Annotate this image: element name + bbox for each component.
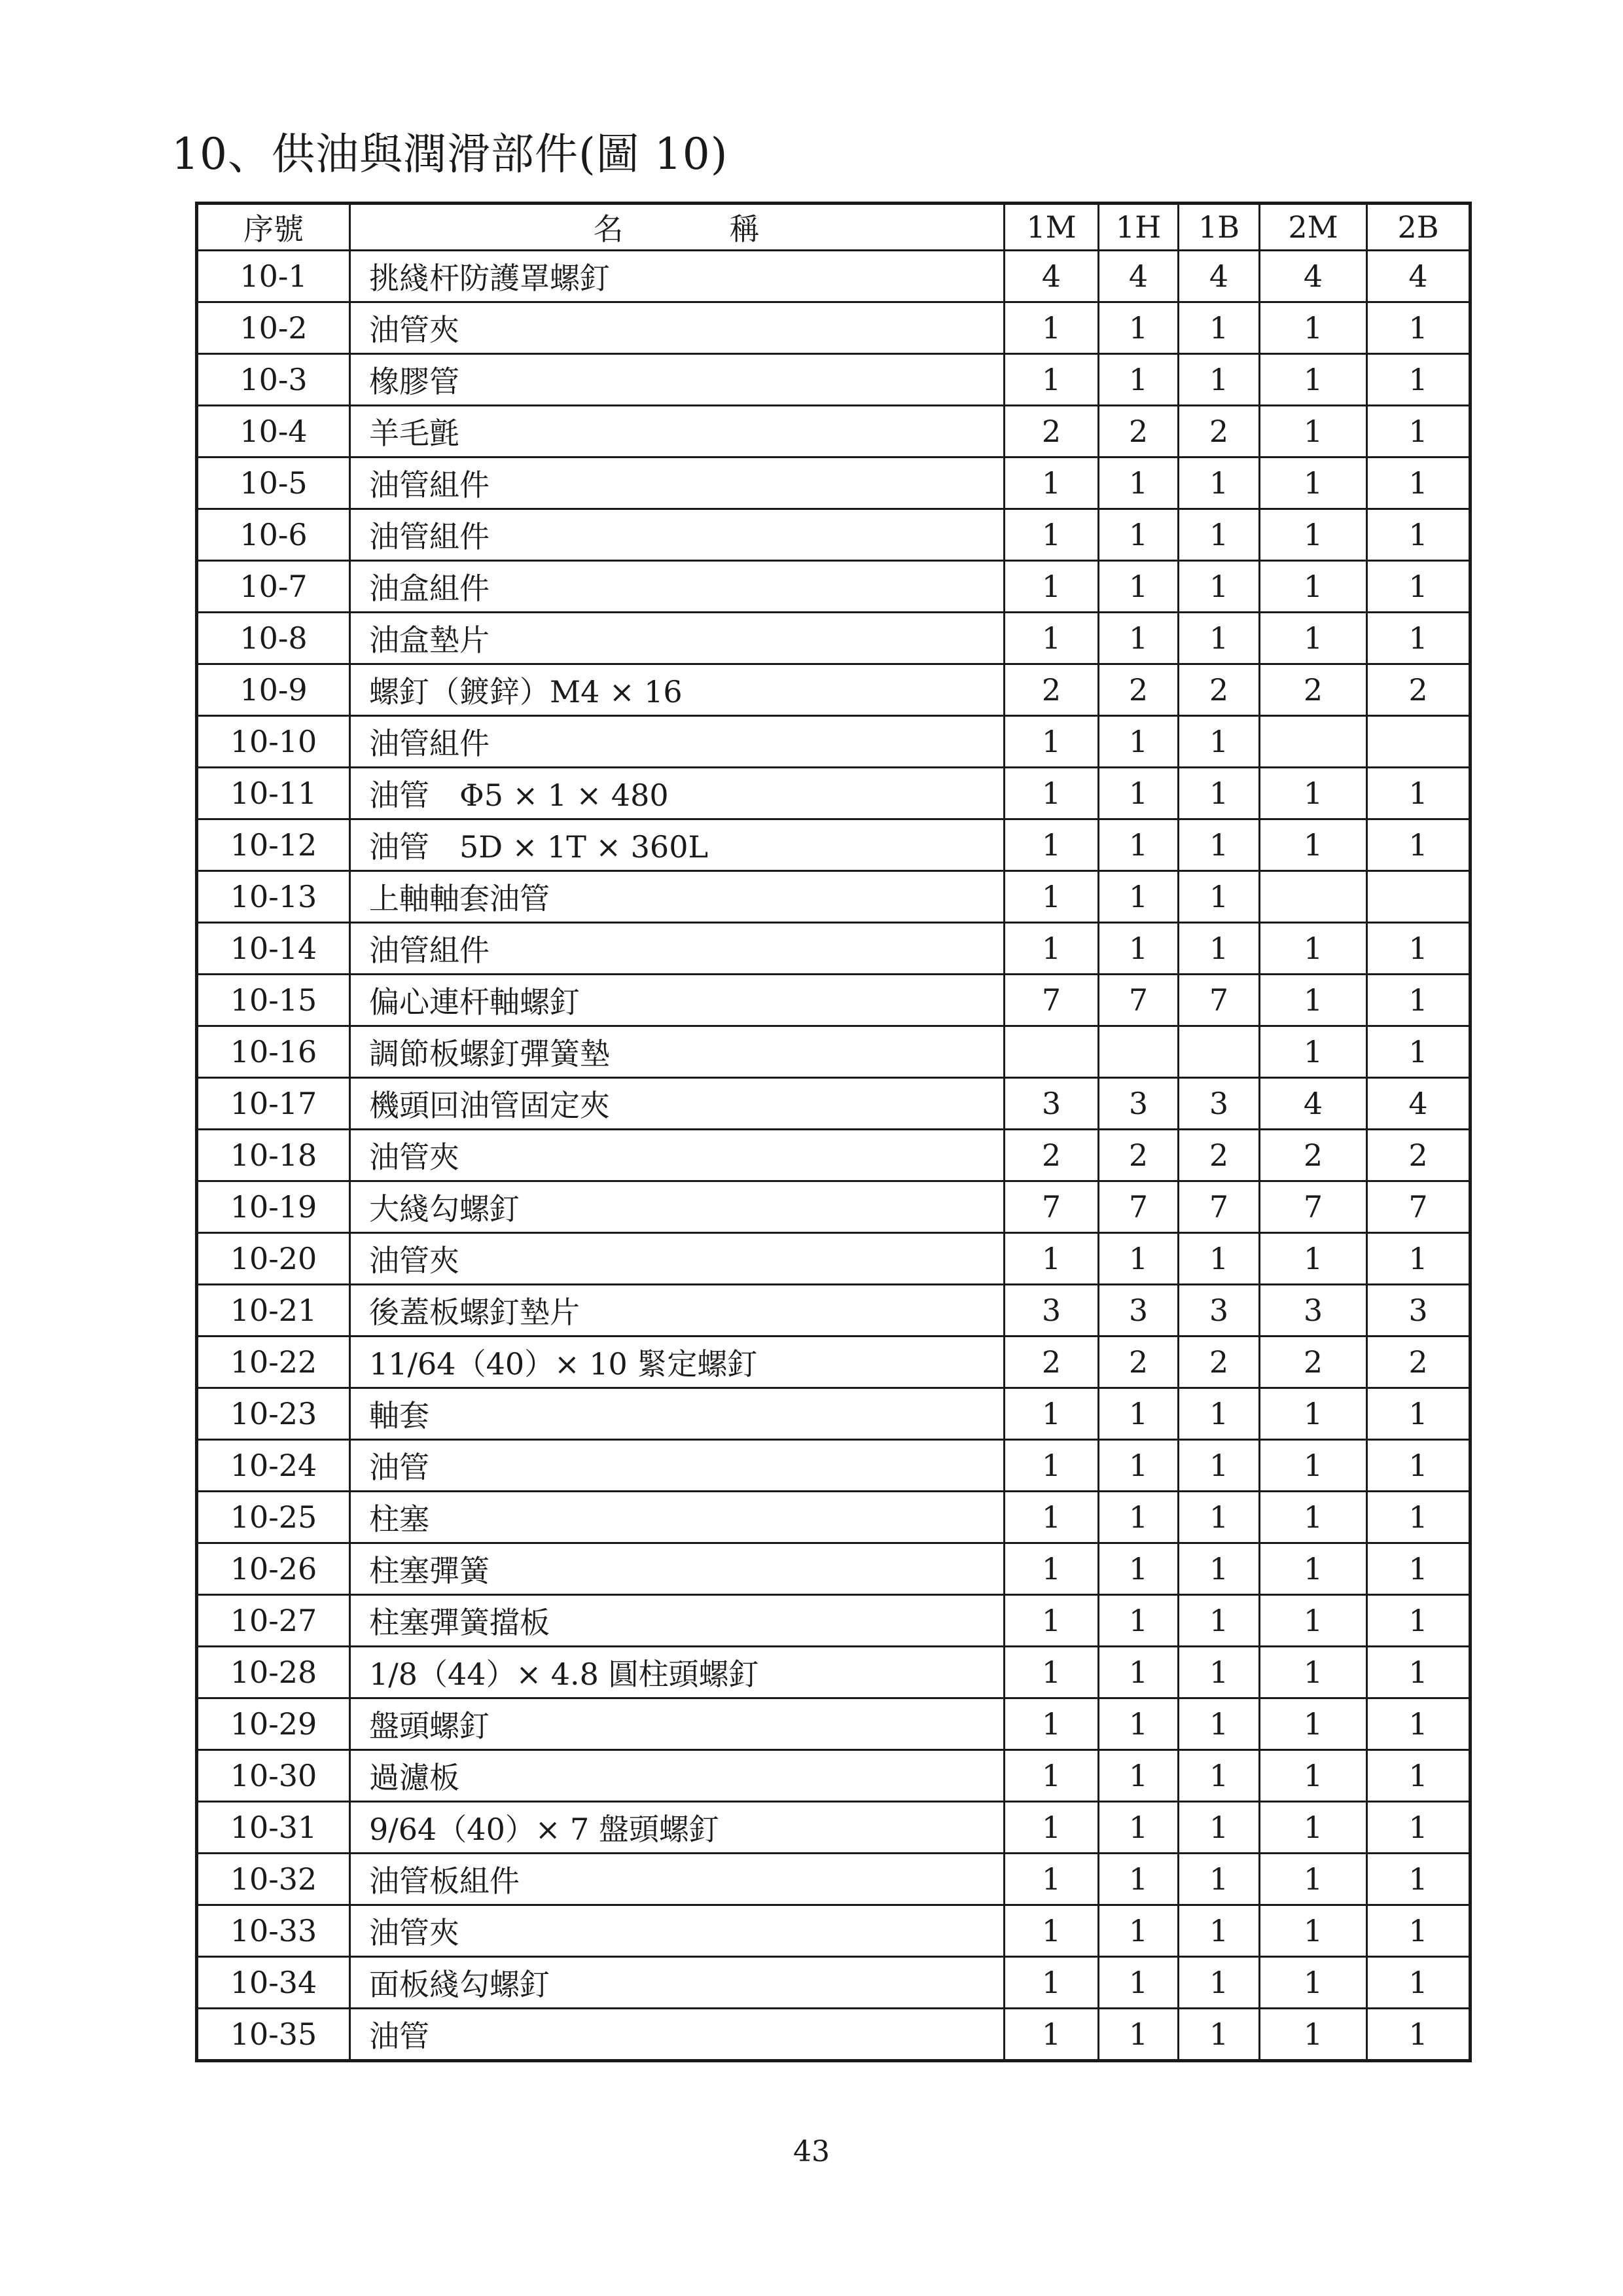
qty-2b: 1 — [1367, 561, 1471, 613]
qty-1b: 1 — [1179, 1388, 1260, 1440]
row-number: 10-11 — [197, 768, 350, 819]
part-name: 油管組件 — [350, 509, 1005, 561]
qty-2b: 2 — [1367, 664, 1471, 716]
row-number: 10-13 — [197, 871, 350, 923]
table-row — [197, 871, 1471, 923]
table-row — [197, 1854, 1471, 1905]
qty-1h: 1 — [1099, 1647, 1179, 1698]
qty-1m: 1 — [1005, 768, 1099, 819]
table-row — [197, 1181, 1471, 1233]
row-number: 10-8 — [197, 613, 350, 664]
part-name: 過濾板 — [350, 1750, 1005, 1802]
qty-1h: 1 — [1099, 1440, 1179, 1492]
qty-1b: 1 — [1179, 1440, 1260, 1492]
qty-1b: 1 — [1179, 1905, 1260, 1957]
table-row — [197, 613, 1471, 664]
qty-1h: 1 — [1099, 819, 1179, 871]
qty-2m: 4 — [1260, 1078, 1367, 1130]
qty-2m: 1 — [1260, 1647, 1367, 1698]
qty-2b — [1367, 716, 1471, 768]
qty-1b: 7 — [1179, 975, 1260, 1026]
part-name: 9/64（40）× 7 盤頭螺釘 — [350, 1802, 1005, 1854]
row-number: 10-12 — [197, 819, 350, 871]
column-header-1m: 1M — [1005, 204, 1099, 251]
qty-2b: 1 — [1367, 1492, 1471, 1543]
qty-1b: 1 — [1179, 1854, 1260, 1905]
qty-2m: 1 — [1260, 1388, 1367, 1440]
table-row — [197, 1492, 1471, 1543]
qty-2m: 1 — [1260, 1698, 1367, 1750]
row-number: 10-27 — [197, 1595, 350, 1647]
column-header-name-left: 名 — [593, 211, 625, 247]
qty-2m: 1 — [1260, 1957, 1367, 2009]
table-row — [197, 716, 1471, 768]
qty-1m: 7 — [1005, 975, 1099, 1026]
part-name: 盤頭螺釘 — [350, 1698, 1005, 1750]
qty-1m: 1 — [1005, 509, 1099, 561]
qty-1b: 2 — [1179, 664, 1260, 716]
qty-2b: 1 — [1367, 1026, 1471, 1078]
qty-1b: 4 — [1179, 251, 1260, 302]
qty-2b: 4 — [1367, 1078, 1471, 1130]
qty-2b: 2 — [1367, 1130, 1471, 1181]
table-row — [197, 975, 1471, 1026]
part-name: 柱塞彈簧 — [350, 1543, 1005, 1595]
qty-2m: 2 — [1260, 1130, 1367, 1181]
table-row — [197, 1957, 1471, 2009]
row-number: 10-2 — [197, 302, 350, 354]
qty-1b — [1179, 1026, 1260, 1078]
qty-2b: 1 — [1367, 1905, 1471, 1957]
qty-1m: 1 — [1005, 613, 1099, 664]
qty-1b: 2 — [1179, 1336, 1260, 1388]
qty-1m: 1 — [1005, 354, 1099, 406]
qty-1h: 1 — [1099, 1595, 1179, 1647]
qty-2m: 1 — [1260, 354, 1367, 406]
qty-1b: 1 — [1179, 1957, 1260, 2009]
column-header-name — [350, 204, 1005, 251]
table-row — [197, 1130, 1471, 1181]
qty-2m: 1 — [1260, 1543, 1367, 1595]
qty-1b: 1 — [1179, 561, 1260, 613]
qty-2b: 1 — [1367, 1957, 1471, 2009]
qty-1h: 2 — [1099, 1130, 1179, 1181]
qty-1m: 1 — [1005, 1595, 1099, 1647]
qty-1m: 1 — [1005, 1647, 1099, 1698]
qty-2m: 1 — [1260, 561, 1367, 613]
column-header-2b: 2B — [1367, 204, 1471, 251]
row-number: 10-35 — [197, 2009, 350, 2061]
qty-1m: 1 — [1005, 1233, 1099, 1285]
part-name: 油管板組件 — [350, 1854, 1005, 1905]
table-row — [197, 1595, 1471, 1647]
qty-1h: 2 — [1099, 664, 1179, 716]
qty-1m: 1 — [1005, 1388, 1099, 1440]
part-name: 柱塞彈簧擋板 — [350, 1595, 1005, 1647]
qty-2b: 1 — [1367, 1595, 1471, 1647]
qty-1m: 1 — [1005, 1905, 1099, 1957]
qty-2m: 1 — [1260, 1854, 1367, 1905]
row-number: 10-22 — [197, 1336, 350, 1388]
qty-2b: 1 — [1367, 1854, 1471, 1905]
qty-1h: 1 — [1099, 302, 1179, 354]
table-row — [197, 1802, 1471, 1854]
qty-1h: 1 — [1099, 1233, 1179, 1285]
row-number: 10-16 — [197, 1026, 350, 1078]
part-name: 油管夾 — [350, 1130, 1005, 1181]
qty-1b: 1 — [1179, 1698, 1260, 1750]
qty-1b: 1 — [1179, 1802, 1260, 1854]
qty-1m: 1 — [1005, 1802, 1099, 1854]
qty-1h: 1 — [1099, 1543, 1179, 1595]
table-body — [197, 251, 1471, 2061]
part-name: 1/8（44）× 4.8 圓柱頭螺釘 — [350, 1647, 1005, 1698]
table-row — [197, 664, 1471, 716]
row-number: 10-15 — [197, 975, 350, 1026]
qty-2b: 1 — [1367, 819, 1471, 871]
qty-1b: 1 — [1179, 302, 1260, 354]
part-name: 橡膠管 — [350, 354, 1005, 406]
part-name: 油管夾 — [350, 1905, 1005, 1957]
table-row — [197, 1388, 1471, 1440]
table-row — [197, 406, 1471, 457]
row-number: 10-33 — [197, 1905, 350, 1957]
row-number: 10-30 — [197, 1750, 350, 1802]
row-number: 10-10 — [197, 716, 350, 768]
qty-1b: 1 — [1179, 1647, 1260, 1698]
qty-1b: 3 — [1179, 1078, 1260, 1130]
table-row — [197, 561, 1471, 613]
table-row — [197, 923, 1471, 975]
row-number: 10-7 — [197, 561, 350, 613]
qty-1b: 1 — [1179, 1543, 1260, 1595]
qty-2m: 1 — [1260, 768, 1367, 819]
qty-1h: 1 — [1099, 1750, 1179, 1802]
qty-1b: 1 — [1179, 509, 1260, 561]
qty-1b: 1 — [1179, 768, 1260, 819]
part-name: 螺釘（鍍鋅）M4 × 16 — [350, 664, 1005, 716]
qty-1m: 1 — [1005, 1957, 1099, 2009]
qty-2m: 1 — [1260, 2009, 1367, 2061]
qty-2m: 1 — [1260, 1750, 1367, 1802]
qty-2m: 1 — [1260, 1026, 1367, 1078]
qty-2b: 1 — [1367, 923, 1471, 975]
qty-2m: 1 — [1260, 975, 1367, 1026]
qty-2b: 1 — [1367, 975, 1471, 1026]
qty-1m: 2 — [1005, 1336, 1099, 1388]
qty-1b: 1 — [1179, 716, 1260, 768]
qty-1m: 1 — [1005, 457, 1099, 509]
qty-1h: 1 — [1099, 2009, 1179, 2061]
qty-2m: 1 — [1260, 923, 1367, 975]
qty-2m: 1 — [1260, 406, 1367, 457]
qty-2b: 1 — [1367, 302, 1471, 354]
qty-1b: 1 — [1179, 1492, 1260, 1543]
qty-2b — [1367, 871, 1471, 923]
qty-1m: 7 — [1005, 1181, 1099, 1233]
qty-1b: 1 — [1179, 923, 1260, 975]
qty-1m: 3 — [1005, 1078, 1099, 1130]
row-number: 10-31 — [197, 1802, 350, 1854]
qty-2b: 1 — [1367, 1440, 1471, 1492]
qty-1h: 1 — [1099, 1905, 1179, 1957]
part-name: 油盒墊片 — [350, 613, 1005, 664]
part-name: 挑綫杆防護罩螺釘 — [350, 251, 1005, 302]
qty-2b: 1 — [1367, 1388, 1471, 1440]
qty-2m: 1 — [1260, 1233, 1367, 1285]
qty-1b: 1 — [1179, 1750, 1260, 1802]
qty-1b: 1 — [1179, 354, 1260, 406]
qty-1b: 1 — [1179, 1233, 1260, 1285]
part-name: 機頭回油管固定夾 — [350, 1078, 1005, 1130]
parts-table — [195, 202, 1472, 2062]
page-number: 43 — [793, 2135, 830, 2168]
qty-1h: 4 — [1099, 251, 1179, 302]
qty-1m: 2 — [1005, 664, 1099, 716]
part-name: 上軸軸套油管 — [350, 871, 1005, 923]
column-header-name-right: 稱 — [729, 211, 761, 247]
qty-1m: 4 — [1005, 251, 1099, 302]
qty-2m: 1 — [1260, 819, 1367, 871]
qty-1b: 1 — [1179, 2009, 1260, 2061]
qty-1h: 2 — [1099, 406, 1179, 457]
table-row — [197, 509, 1471, 561]
qty-2m: 1 — [1260, 1802, 1367, 1854]
table-row — [197, 819, 1471, 871]
part-name: 油管組件 — [350, 716, 1005, 768]
part-name: 大綫勾螺釘 — [350, 1181, 1005, 1233]
row-number: 10-29 — [197, 1698, 350, 1750]
qty-1h — [1099, 1026, 1179, 1078]
qty-2b: 1 — [1367, 1802, 1471, 1854]
table-row — [197, 1543, 1471, 1595]
qty-1h: 7 — [1099, 975, 1179, 1026]
row-number: 10-24 — [197, 1440, 350, 1492]
qty-1h: 1 — [1099, 1388, 1179, 1440]
qty-2b: 2 — [1367, 1336, 1471, 1388]
part-name: 柱塞 — [350, 1492, 1005, 1543]
qty-1h: 1 — [1099, 1854, 1179, 1905]
qty-2m: 4 — [1260, 251, 1367, 302]
qty-1b: 1 — [1179, 871, 1260, 923]
row-number: 10-23 — [197, 1388, 350, 1440]
qty-2m: 7 — [1260, 1181, 1367, 1233]
qty-2b: 1 — [1367, 1543, 1471, 1595]
qty-1m: 1 — [1005, 819, 1099, 871]
qty-1h: 7 — [1099, 1181, 1179, 1233]
qty-2m: 1 — [1260, 509, 1367, 561]
qty-1m: 1 — [1005, 1543, 1099, 1595]
qty-2b: 4 — [1367, 251, 1471, 302]
table-header-row — [197, 204, 1471, 251]
part-name: 油盒組件 — [350, 561, 1005, 613]
qty-2m: 1 — [1260, 1440, 1367, 1492]
qty-2b: 1 — [1367, 1698, 1471, 1750]
qty-1m: 1 — [1005, 871, 1099, 923]
qty-1m: 3 — [1005, 1285, 1099, 1336]
row-number: 10-18 — [197, 1130, 350, 1181]
qty-2b: 1 — [1367, 613, 1471, 664]
qty-1b: 1 — [1179, 1595, 1260, 1647]
part-name: 油管組件 — [350, 457, 1005, 509]
qty-1h: 1 — [1099, 871, 1179, 923]
qty-2m: 1 — [1260, 302, 1367, 354]
part-name: 油管夾 — [350, 302, 1005, 354]
qty-1h: 1 — [1099, 1957, 1179, 2009]
qty-2m — [1260, 716, 1367, 768]
part-name: 油管 Φ5 × 1 × 480 — [350, 768, 1005, 819]
qty-1h: 1 — [1099, 457, 1179, 509]
part-name: 11/64（40）× 10 緊定螺釘 — [350, 1336, 1005, 1388]
qty-1m: 1 — [1005, 1854, 1099, 1905]
row-number: 10-9 — [197, 664, 350, 716]
part-name: 調節板螺釘彈簧墊 — [350, 1026, 1005, 1078]
qty-1h: 1 — [1099, 716, 1179, 768]
row-number: 10-6 — [197, 509, 350, 561]
table-row — [197, 1233, 1471, 1285]
qty-1h: 3 — [1099, 1078, 1179, 1130]
table-row — [197, 457, 1471, 509]
part-name: 油管組件 — [350, 923, 1005, 975]
qty-1h: 2 — [1099, 1336, 1179, 1388]
table-row — [197, 302, 1471, 354]
row-number: 10-20 — [197, 1233, 350, 1285]
qty-2m: 1 — [1260, 457, 1367, 509]
column-header-1h: 1H — [1099, 204, 1179, 251]
table-row — [197, 1647, 1471, 1698]
qty-2b: 1 — [1367, 1233, 1471, 1285]
qty-1b: 1 — [1179, 613, 1260, 664]
qty-1h: 1 — [1099, 1492, 1179, 1543]
qty-1h: 1 — [1099, 561, 1179, 613]
qty-1b: 2 — [1179, 1130, 1260, 1181]
qty-2b: 1 — [1367, 406, 1471, 457]
part-name: 軸套 — [350, 1388, 1005, 1440]
qty-1b: 7 — [1179, 1181, 1260, 1233]
row-number: 10-32 — [197, 1854, 350, 1905]
qty-2m: 1 — [1260, 1905, 1367, 1957]
table-row — [197, 1336, 1471, 1388]
table-row — [197, 1905, 1471, 1957]
qty-1m: 1 — [1005, 561, 1099, 613]
row-number: 10-3 — [197, 354, 350, 406]
qty-2m: 2 — [1260, 1336, 1367, 1388]
qty-1h: 1 — [1099, 613, 1179, 664]
qty-1h: 1 — [1099, 509, 1179, 561]
table-row — [197, 1440, 1471, 1492]
table-row — [197, 2009, 1471, 2061]
table-row — [197, 1026, 1471, 1078]
row-number: 10-26 — [197, 1543, 350, 1595]
table-row — [197, 1078, 1471, 1130]
qty-1m: 1 — [1005, 1698, 1099, 1750]
row-number: 10-14 — [197, 923, 350, 975]
qty-1b: 2 — [1179, 406, 1260, 457]
qty-2m: 1 — [1260, 1595, 1367, 1647]
qty-1m: 2 — [1005, 1130, 1099, 1181]
part-name: 油管 — [350, 2009, 1005, 2061]
qty-1h: 1 — [1099, 354, 1179, 406]
row-number: 10-21 — [197, 1285, 350, 1336]
part-name: 油管 — [350, 1440, 1005, 1492]
table-row — [197, 1285, 1471, 1336]
qty-2m — [1260, 871, 1367, 923]
qty-2b: 1 — [1367, 2009, 1471, 2061]
part-name: 油管 5D × 1T × 360L — [350, 819, 1005, 871]
row-number: 10-34 — [197, 1957, 350, 2009]
qty-1m: 2 — [1005, 406, 1099, 457]
qty-2m: 2 — [1260, 664, 1367, 716]
part-name: 偏心連杆軸螺釘 — [350, 975, 1005, 1026]
qty-1b: 1 — [1179, 819, 1260, 871]
part-name: 油管夾 — [350, 1233, 1005, 1285]
row-number: 10-25 — [197, 1492, 350, 1543]
part-name: 面板綫勾螺釘 — [350, 1957, 1005, 2009]
qty-1m: 1 — [1005, 716, 1099, 768]
column-header-2m: 2M — [1260, 204, 1367, 251]
qty-1m: 1 — [1005, 302, 1099, 354]
qty-1m: 1 — [1005, 923, 1099, 975]
qty-1m: 1 — [1005, 2009, 1099, 2061]
qty-2m: 3 — [1260, 1285, 1367, 1336]
qty-2b: 7 — [1367, 1181, 1471, 1233]
qty-1m — [1005, 1026, 1099, 1078]
qty-1b: 1 — [1179, 457, 1260, 509]
qty-1h: 1 — [1099, 768, 1179, 819]
qty-1h: 3 — [1099, 1285, 1179, 1336]
qty-2b: 1 — [1367, 457, 1471, 509]
qty-1m: 1 — [1005, 1750, 1099, 1802]
qty-2b: 1 — [1367, 354, 1471, 406]
page-title: 10、供油與潤滑部件(圖 10) — [171, 129, 728, 179]
qty-1m: 1 — [1005, 1492, 1099, 1543]
row-number: 10-28 — [197, 1647, 350, 1698]
row-number: 10-17 — [197, 1078, 350, 1130]
qty-2b: 1 — [1367, 1647, 1471, 1698]
table-row — [197, 1698, 1471, 1750]
part-name: 羊毛氈 — [350, 406, 1005, 457]
qty-2b: 3 — [1367, 1285, 1471, 1336]
table-row — [197, 768, 1471, 819]
column-header-1b: 1B — [1179, 204, 1260, 251]
row-number: 10-4 — [197, 406, 350, 457]
qty-1h: 1 — [1099, 923, 1179, 975]
qty-1h: 1 — [1099, 1802, 1179, 1854]
table-row — [197, 251, 1471, 302]
qty-2b: 1 — [1367, 509, 1471, 561]
qty-1b: 3 — [1179, 1285, 1260, 1336]
qty-1m: 1 — [1005, 1440, 1099, 1492]
column-header-no: 序號 — [197, 204, 350, 251]
qty-2m: 1 — [1260, 1492, 1367, 1543]
table-row — [197, 1750, 1471, 1802]
row-number: 10-5 — [197, 457, 350, 509]
qty-1h: 1 — [1099, 1698, 1179, 1750]
qty-2b: 1 — [1367, 1750, 1471, 1802]
table-row — [197, 354, 1471, 406]
row-number: 10-19 — [197, 1181, 350, 1233]
row-number: 10-1 — [197, 251, 350, 302]
qty-2b: 1 — [1367, 768, 1471, 819]
qty-2m: 1 — [1260, 613, 1367, 664]
part-name: 後蓋板螺釘墊片 — [350, 1285, 1005, 1336]
